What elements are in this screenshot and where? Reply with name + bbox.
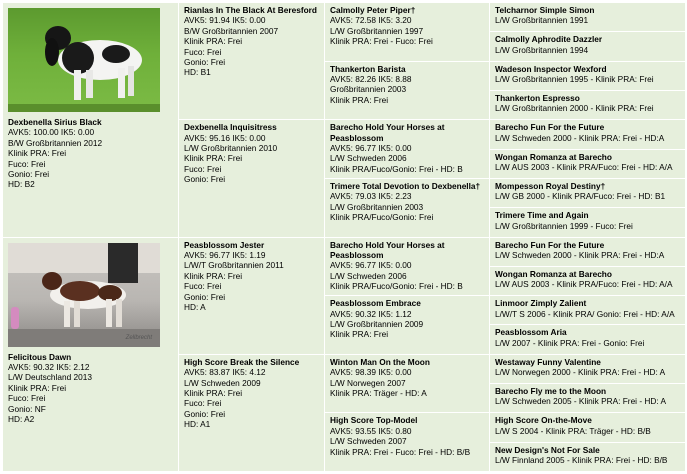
great-grandparent-cell [490,178,686,207]
dog-detail: Fuco: Frei [184,46,222,57]
dog-detail: Klinik PRA: Frei [184,36,243,47]
dog-detail: Klinik PRA: Frei - Fuco: Frei [330,36,433,47]
great-grandparent-cell [490,90,686,119]
dog-name: Calmolly Peter Piper† [330,5,416,15]
dog-detail: Fuco: Frei [184,398,222,409]
dog-detail: Klinik PRA/Fuco/Gonio: Frei - HD: B [330,163,463,174]
parent-cell [179,3,325,120]
dog-detail: L/W AUS 2003 - Klinik PRA/Fuco: Frei - HD: A/A [495,161,673,172]
dog-detail: AVK5: 82.26 IK5: 8.88 [330,74,412,85]
dog-detail: Fuco: Frei [184,281,222,292]
dog-detail: AVK5: 96.77 IK5: 1.19 [184,249,266,260]
dog-name: Barecho Hold Your Horses at Peasblossom [330,122,445,143]
dog-detail: L/W S 2004 - Klinik PRA: Träger - HD: B/B [495,425,651,436]
dog-detail: L/W Großbritannien 2010 [184,143,278,154]
dog-detail: L/W Schweden 2005 - Klinik PRA: Frei - HD: A [495,396,667,407]
dog-detail: AVK5: 91.94 IK5: 0.00 [184,15,266,26]
grandparent-cell [325,413,490,472]
dog-detail: AVK5: 79.03 IK5: 2.23 [330,191,412,202]
dog-detail: L/W Großbritannien 2009 [330,318,424,329]
dog-detail: Fuco: Frei [184,163,222,174]
grandparent-cell [325,3,490,62]
dog-detail: AVK5: 93.55 IK5: 0.80 [330,425,412,436]
dog-name: Dexbenella Sirius Black [8,117,102,127]
dog-name: Dexbenella Inquisitress [184,122,277,133]
dog-detail: HD: A2 [8,413,35,424]
parent-cell [179,237,325,354]
grandparent-cell [325,61,490,120]
dog-detail: L/W Deutschland 2013 [8,372,92,383]
great-grandparent-cell [490,208,686,237]
dog-detail: B/W Großbritannien 2007 [184,25,279,36]
dog-detail: Klinik PRA: Frei [8,148,67,159]
great-grandparent-cell [490,442,686,471]
dog-detail: HD: B1 [184,67,211,78]
dog-name: Linmoor Zimply Zalient [495,298,587,309]
dog-name: Barecho Fly me to the Moon [495,386,607,397]
dog-detail: Klinik PRA: Frei [184,153,243,164]
great-grandparent-cell [490,120,686,149]
dog-name: Peasblossom Embrace [330,298,421,309]
dog-detail: L/W Schweden 2000 - Klinik PRA: Frei - HD:A [495,132,665,143]
dog-detail: Klinik PRA: Frei [330,94,389,105]
dog-name: Wadeson Inspector Wexford [495,63,607,74]
sire-dam-cell [3,3,179,238]
dog-name: Thankerton Espresso [495,92,580,103]
dog-detail: L/W Schweden 2000 - Klinik PRA: Frei - HD:A [495,249,665,260]
dog-detail: Klinik PRA: Frei [184,270,243,281]
dog-detail: AVK5: 90.32 IK5: 1.12 [330,308,412,319]
dog-detail: Großbritannien 2003 [330,84,407,95]
dog-name: Trimere Time and Again [495,210,589,221]
dog-detail: Gonio: Frei [184,291,226,302]
dog-detail: Klinik PRA: Frei [184,387,243,398]
dog-name: Calmolly Aphrodite Dazzler [495,34,603,45]
grandparent-cell [325,120,490,179]
dog-detail: L/W Großbritannien 1999 - Fuco: Frei [495,220,633,231]
great-grandparent-cell [490,413,686,442]
dog-detail: L/W GB 2000 - Klinik PRA/Fuco: Frei - HD: B1 [495,191,666,202]
great-grandparent-cell [490,3,686,32]
parent-cell [179,354,325,471]
grandparent-cell [325,237,490,296]
dog-detail: Klinik PRA/Fuco/Gonio: Frei [330,212,434,223]
dog-name: High Score On-the-Move [495,415,592,426]
dog-detail: L/W/T S 2006 - Klinik PRA/ Gonio: Frei - HD: A/A [495,308,675,319]
great-grandparent-cell [490,237,686,266]
dog-name: Rianlas In The Black At Beresford [184,5,317,15]
dog-detail: L/W Großbritannien 1997 [330,25,424,36]
dog-silhouette-icon [8,8,160,112]
dog-detail: AVK5: 95.16 IK5: 0.00 [184,132,266,143]
great-grandparent-cell [490,266,686,295]
dog-name: Peasblossom Aria [495,327,567,338]
dog-detail: AVK5: 72.58 IK5: 3.20 [330,15,412,26]
dog-detail: AVK5: 90.32 IK5: 2.12 [8,361,90,372]
dog-name: Barecho Hold Your Horses at Peasblossom [330,239,445,260]
dog-detail: L/W 2007 - Klinik PRA: Frei - Gonio: Frei [495,337,645,348]
dog-detail: Gonio: Frei [8,169,50,180]
dog-detail: L/W Schweden 2007 [330,436,407,447]
dog-detail: HD: A1 [184,419,211,430]
dog-detail: L/W/T Großbritannien 2011 [184,260,284,271]
dog-detail: L/W Großbritannien 2000 - Klinik PRA: Frei [495,103,654,114]
dog-name: Barecho Fun For the Future [495,122,605,133]
dog-name: Thankerton Barista [330,63,406,74]
dog-name: High Score Break the Silence [184,356,300,367]
dog-detail: HD: B2 [8,179,35,190]
rosette-ribbon-icon [11,307,19,329]
dog-photo [8,8,160,112]
grandparent-cell [325,296,490,355]
dog-name: Westaway Funny Valentine [495,356,601,367]
dog-name: Trimere Total Devotion to Dexbenella† [330,180,481,191]
grandparent-cell [325,354,490,413]
dog-detail: L/W Großbritannien 1995 - Klinik PRA: Frei [495,74,654,85]
dog-detail: Klinik PRA: Frei - Fuco: Frei - HD: B/B [330,446,471,457]
dog-name: Peasblossom Jester [184,239,265,250]
dog-name: High Score Top-Model [330,415,418,426]
dog-detail: L/W Schweden 2009 [184,377,261,388]
sire-dam-cell [3,237,179,472]
dog-detail: B/W Großbritannien 2012 [8,137,103,148]
photo-watermark: Zellbrecht [125,335,152,342]
dog-detail: Gonio: Frei [184,174,226,185]
dog-name: Wongan Romanza at Barecho [495,151,612,162]
dog-detail: L/W Großbritannien 1991 [495,15,589,26]
dog-name: New Design's Not For Sale [495,444,600,455]
dog-detail: L/W Großbritannien 2003 [330,201,424,212]
dog-detail: L/W Norwegen 2000 - Klinik PRA: Frei - HD: A [495,367,666,378]
dog-name: Barecho Fun For the Future [495,239,605,250]
parent-cell [179,120,325,237]
dog-detail: AVK5: 96.77 IK5: 0.00 [330,260,412,271]
dog-name: Telcharnor Simple Simon [495,5,595,15]
dog-name: Wongan Romanza at Barecho [495,268,612,279]
great-grandparent-cell [490,354,686,383]
great-grandparent-cell [490,325,686,354]
dog-detail: HD: A [184,301,206,312]
pedigree-row [3,237,686,266]
dog-detail: L/W Norwegen 2007 [330,377,406,388]
great-grandparent-cell [490,296,686,325]
dog-name: Mompesson Royal Destiny† [495,180,606,191]
great-grandparent-cell [490,32,686,61]
dog-detail: Klinik PRA: Träger - HD: A [330,387,427,398]
dog-silhouette-icon [8,243,160,347]
dog-detail: Klinik PRA: Frei [330,329,389,340]
pedigree-table [2,2,686,472]
dog-detail: Klinik PRA: Frei [8,382,67,393]
dog-detail: L/W Großbritannien 1994 [495,44,589,55]
dog-detail: AVK5: 96.77 IK5: 0.00 [330,143,412,154]
pedigree-row [3,3,686,32]
dog-name: Felicitous Dawn [8,351,72,362]
dog-detail: L/W AUS 2003 - Klinik PRA/Fuco: Frei - HD: A/A [495,279,673,290]
dog-detail: Gonio: Frei [184,408,226,419]
dog-detail: Gonio: Frei [184,57,226,68]
dog-detail: Klinik PRA/Fuco/Gonio: Frei - HD: B [330,281,463,292]
grandparent-cell [325,178,490,237]
dog-name: Winton Man On the Moon [330,356,430,367]
dog-detail: Gonio: NF [8,403,46,414]
dog-detail: L/W Schweden 2006 [330,270,407,281]
dog-detail: L/W Schweden 2006 [330,153,407,164]
great-grandparent-cell [490,384,686,413]
dog-photo [8,243,160,347]
dog-detail: AVK5: 100.00 IK5: 0.00 [8,127,95,138]
dog-detail: AVK5: 98.39 IK5: 0.00 [330,367,412,378]
dog-detail: Fuco: Frei [8,393,46,404]
dog-detail: L/W Finnland 2005 - Klinik PRA: Frei - HD: B/B [495,455,668,466]
dog-detail: Fuco: Frei [8,158,46,169]
dog-detail: AVK5: 83.87 IK5: 4.12 [184,367,266,378]
great-grandparent-cell [490,149,686,178]
great-grandparent-cell [490,61,686,90]
